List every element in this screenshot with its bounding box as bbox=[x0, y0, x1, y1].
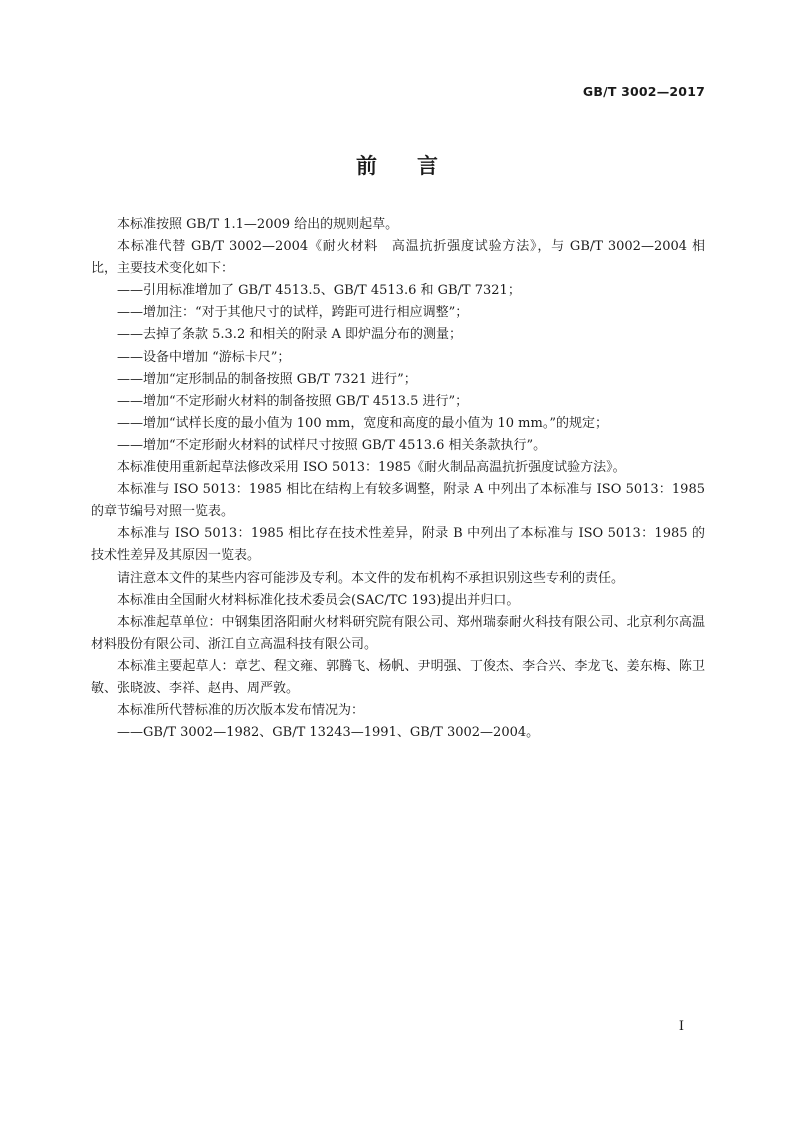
paragraph: 本标准代替 GB/T 3002—2004《耐火材料 高温抗折强度试验方法》，与 GB/T 3002—2004 相比，主要技术变化如下： bbox=[91, 239, 705, 277]
paragraph: 本标准按照 GB/T 1.1—2009 给出的规则起草。 bbox=[117, 217, 399, 232]
paragraph: 本标准主要起草人：章艺、程文雍、郭腾飞、杨帆、尹明强、丁俊杰、李合兴、李龙飞、姜东梅、陈卫敏、张晓波、李祥、赵冉、周严敦。 bbox=[91, 658, 705, 696]
paragraph: 本标准与 ISO 5013：1985 相比存在技术性差异，附录 B 中列出了本标准与 ISO 5013：1985 的技术性差异及其原因一览表。 bbox=[91, 526, 705, 564]
page-title: 前言 bbox=[356, 154, 478, 178]
list-item: ——去掉了条款 5.3.2 和相关的附录 A 即炉温分布的测量； bbox=[117, 327, 462, 343]
list-item: ——引用标准增加了 GB/T 4513.5、GB/T 4513.6 和 GB/T 7321； bbox=[117, 283, 521, 299]
paragraph: 请注意本文件的某些内容可能涉及专利。本文件的发布机构不承担识别这些专利的责任。 bbox=[117, 570, 625, 586]
list-item: ——增加“试样长度的最小值为 100 mm，宽度和高度的最小值为 10 mm。”的规定； bbox=[117, 415, 608, 431]
paragraph: 本标准使用重新起草法修改采用 ISO 5013：1985《耐火制品高温抗折强度试验方法》。 bbox=[117, 460, 626, 476]
list-item: ——增加“定形制品的制备按照 GB/T 7321 进行”； bbox=[117, 371, 417, 387]
paragraph: 本标准与 ISO 5013：1985 相比在结构上有较多调整，附录 A 中列出了本标准与 ISO 5013：1985 的章节编号对照一览表。 bbox=[91, 482, 705, 520]
list-item: ——GB/T 3002—1982、GB/T 13243—1991、GB/T 3002—2004。 bbox=[117, 725, 540, 741]
paragraph: 本标准起草单位：中钢集团洛阳耐火材料研究院有限公司、郑州瑞泰耐火科技有限公司、北京利尔高温材料股份有限公司、浙江自立高温科技有限公司。 bbox=[91, 614, 705, 652]
list-item: ——增加注：“对于其他尺寸的试样，跨距可进行相应调整”； bbox=[117, 305, 469, 321]
document-body bbox=[91, 214, 705, 744]
paragraph: 本标准所代替标准的历次版本发布情况为： bbox=[117, 703, 365, 719]
list-item: ——增加“不定形耐火材料的试样尺寸按照 GB/T 4513.6 相关条款执行”。 bbox=[117, 437, 547, 453]
list-item: ——设备中增加 “游标卡尺”； bbox=[117, 349, 291, 365]
page-number: I bbox=[678, 1019, 684, 1034]
list-item: ——增加“不定形耐火材料的制备按照 GB/T 4513.5 进行”； bbox=[117, 393, 469, 409]
standard-code: GB/T 3002—2017 bbox=[582, 84, 705, 99]
paragraph: 本标准由全国耐火材料标准化技术委员会(SAC/TC 193)提出并归口。 bbox=[117, 592, 520, 608]
